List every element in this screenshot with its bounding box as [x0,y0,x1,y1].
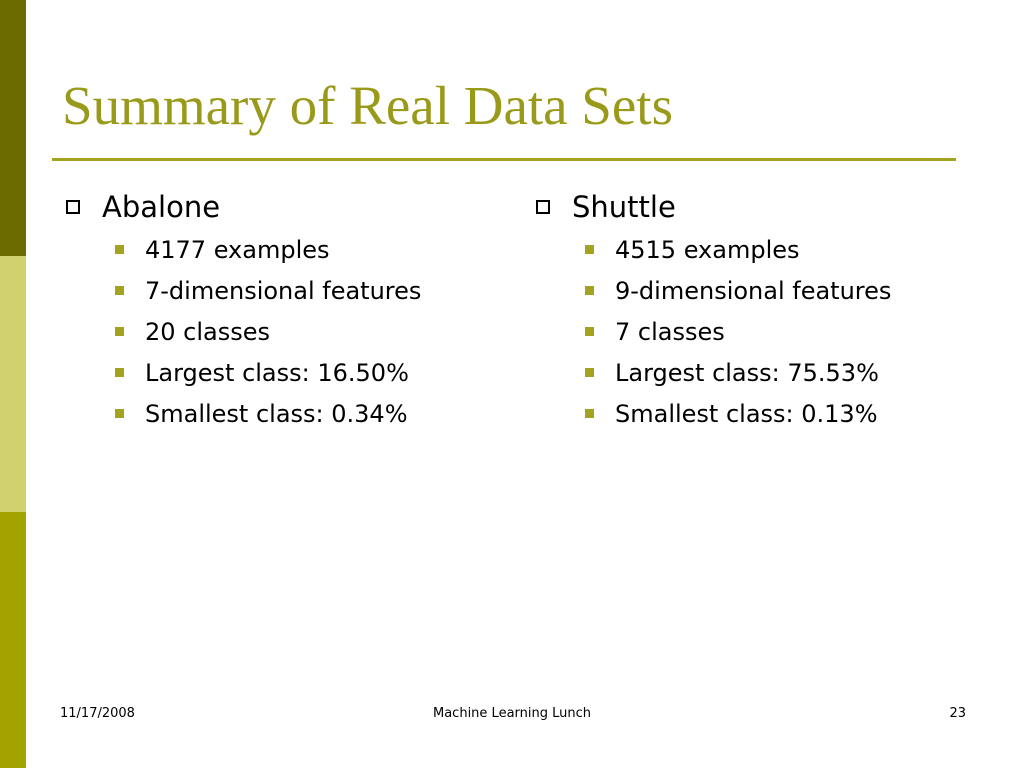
sub-bullet-text: 4177 examples [145,235,330,264]
sub-bullet-text: Largest class: 16.50% [145,358,409,387]
footer-presentation-title: Machine Learning Lunch [433,706,591,721]
sub-bullet-item [530,393,970,434]
column-shuttle [530,187,970,434]
sidebar-segment-middle [0,256,26,512]
footer-date: 11/17/2008 [60,706,135,721]
filled-square-bullet-icon [115,245,124,254]
bullet-heading [530,187,970,227]
sub-bullet-text: Smallest class: 0.13% [615,399,878,428]
hollow-square-bullet-icon [536,200,550,214]
sub-bullet-text: 20 classes [145,317,271,346]
slide-title: Summary of Real Data Sets [62,75,673,136]
filled-square-bullet-icon [115,368,124,377]
filled-square-bullet-icon [115,327,124,336]
sub-bullet-item [530,270,970,311]
sidebar-segment-top [0,0,26,256]
sub-bullet-text: 7 classes [615,317,725,346]
sidebar-segment-bottom [0,512,26,768]
sub-bullet-item [530,229,970,270]
sub-bullet-text: 7-dimensional features [145,276,422,305]
sub-bullet-list [530,229,970,434]
sub-bullet-text: Smallest class: 0.34% [145,399,408,428]
sub-bullet-text: 9-dimensional features [615,276,892,305]
title-divider [52,158,956,161]
filled-square-bullet-icon [585,286,594,295]
filled-square-bullet-icon [115,409,124,418]
sub-bullet-item [530,311,970,352]
filled-square-bullet-icon [115,286,124,295]
hollow-square-bullet-icon [66,200,80,214]
bullet-heading [60,187,500,227]
sub-bullet-text: 4515 examples [615,235,800,264]
bullet-heading-text: Shuttle [572,190,676,224]
column-abalone [60,187,500,434]
sub-bullet-item [60,229,500,270]
filled-square-bullet-icon [585,327,594,336]
sub-bullet-text: Largest class: 75.53% [615,358,879,387]
filled-square-bullet-icon [585,245,594,254]
bullet-heading-text: Abalone [102,190,221,224]
sub-bullet-item [60,311,500,352]
sub-bullet-item [60,352,500,393]
sub-bullet-list [60,229,500,434]
slide-number: 23 [949,706,966,721]
filled-square-bullet-icon [585,368,594,377]
filled-square-bullet-icon [585,409,594,418]
sub-bullet-item [530,352,970,393]
sub-bullet-item [60,393,500,434]
sub-bullet-item [60,270,500,311]
